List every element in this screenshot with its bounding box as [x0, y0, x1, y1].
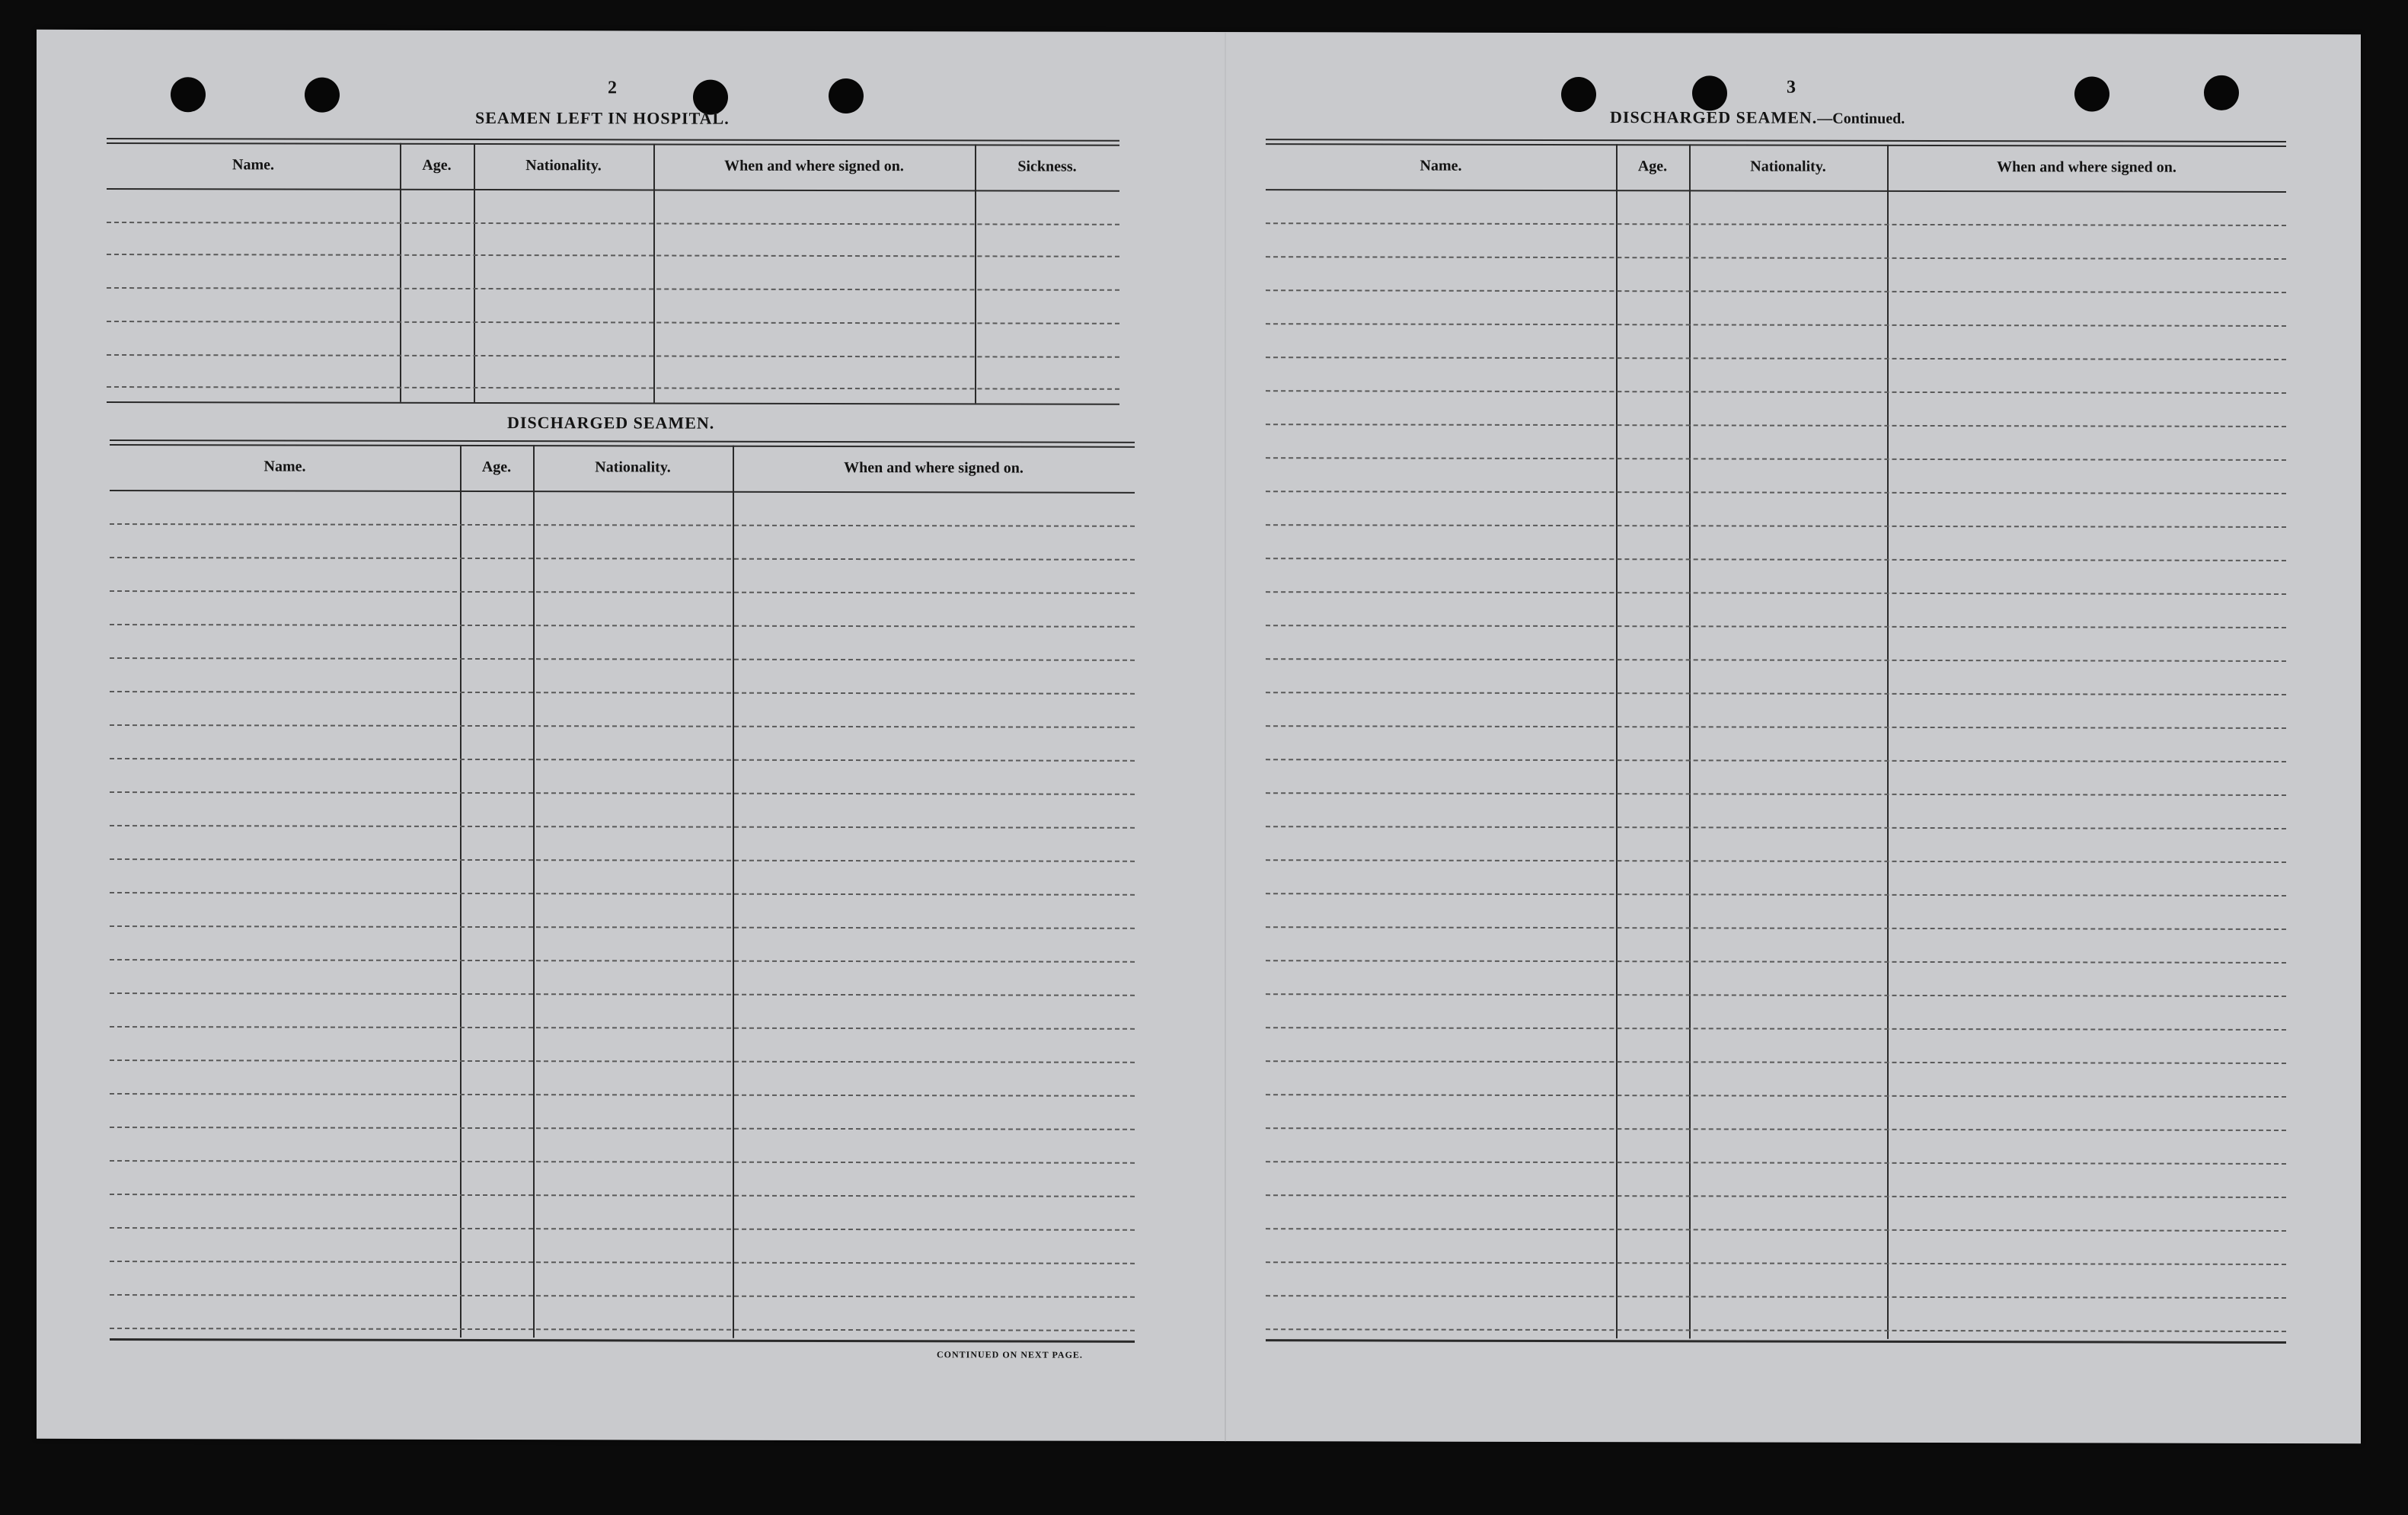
hospital-section-title: SEAMEN LEFT IN HOSPITAL. [475, 108, 730, 128]
hospital-col-signed-on: When and where signed on. [724, 157, 904, 175]
discharged-right-col-signed-on: When and where signed on. [1997, 158, 2176, 176]
hospital-col-name: Name. [232, 156, 274, 174]
punch-hole [829, 78, 864, 113]
punch-hole [171, 77, 206, 112]
punch-hole [1692, 75, 1727, 110]
discharged-right-col-age: Age. [1637, 158, 1668, 175]
discharged-right-col-nationality: Nationality. [1750, 158, 1826, 175]
discharged-continued-title [1610, 107, 1905, 128]
page-number-left: 2 [608, 78, 617, 98]
hospital-table [107, 138, 1119, 445]
discharged-left-col-nationality: Nationality. [595, 459, 671, 476]
discharged-continued-suffix: —Continued. [1817, 110, 1905, 127]
discharged-left-col-signed-on: When and where signed on. [844, 459, 1024, 477]
discharged-section-title: DISCHARGED SEAMEN. [507, 413, 715, 433]
discharged-left-col-age: Age. [481, 459, 512, 476]
discharged-left-col-name: Name. [263, 458, 306, 475]
punch-hole [2074, 76, 2109, 111]
discharged-table-left [110, 439, 1135, 1371]
discharged-right-col-name: Name. [1420, 157, 1462, 174]
punch-hole [305, 78, 340, 113]
page-gutter [1225, 32, 1226, 1441]
continued-note: CONTINUED ON NEXT PAGE. [937, 1349, 1083, 1360]
punch-hole [1561, 77, 1596, 112]
page-number-right: 3 [1787, 77, 1796, 97]
hospital-col-age: Age. [422, 156, 452, 174]
hospital-col-nationality: Nationality. [525, 157, 602, 174]
discharged-table-right [1266, 139, 2286, 1375]
ledger-sheet [37, 30, 2361, 1443]
discharged-continued-main: DISCHARGED SEAMEN. [1610, 107, 1818, 127]
hospital-col-sickness: Sickness. [1017, 158, 1077, 175]
punch-hole [2204, 75, 2239, 110]
